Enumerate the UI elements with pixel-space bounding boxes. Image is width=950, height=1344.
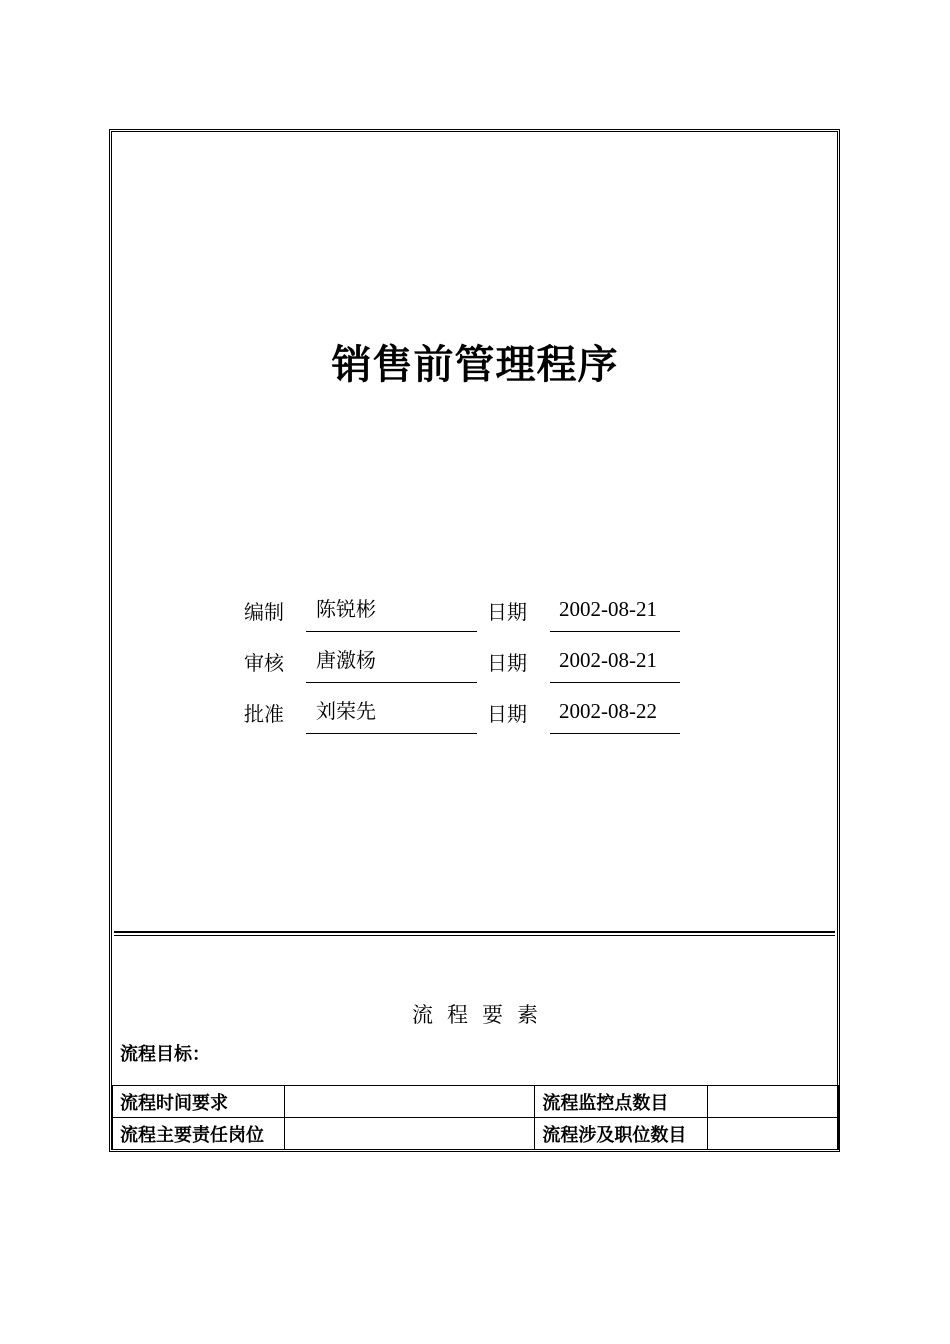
elements-heading: 流程要素 xyxy=(412,1003,552,1027)
role-label: 审核 xyxy=(244,651,284,675)
document-title: 销售前管理程序 xyxy=(331,342,619,388)
date-label: 日期 xyxy=(487,600,527,624)
table-cell-value xyxy=(284,1118,535,1150)
table-row xyxy=(113,1086,839,1118)
signer-name: 陈锐彬 xyxy=(306,592,477,632)
table-row xyxy=(113,1118,839,1150)
role-label: 批准 xyxy=(244,702,284,726)
table-cell-label: 流程主要责任岗位 xyxy=(113,1118,285,1150)
date-value: 2002-08-21 xyxy=(550,643,680,683)
signer-name: 刘荣先 xyxy=(306,694,477,734)
date-value: 2002-08-21 xyxy=(550,592,680,632)
section-divider xyxy=(114,931,835,936)
table-cell-value xyxy=(708,1118,839,1150)
signer-name: 唐激杨 xyxy=(306,643,477,683)
table-cell-value xyxy=(284,1086,535,1118)
date-value: 2002-08-22 xyxy=(550,694,680,734)
date-label: 日期 xyxy=(487,702,527,726)
process-elements-table xyxy=(112,1085,839,1150)
role-label: 编制 xyxy=(244,600,284,624)
table-cell-value xyxy=(708,1086,839,1118)
date-label: 日期 xyxy=(487,651,527,675)
table-cell-label: 流程监控点数目 xyxy=(535,1086,708,1118)
table-cell-label: 流程涉及职位数目 xyxy=(535,1118,708,1150)
table-cell-label: 流程时间要求 xyxy=(113,1086,285,1118)
goal-label: 流程目标： xyxy=(120,1044,210,1065)
